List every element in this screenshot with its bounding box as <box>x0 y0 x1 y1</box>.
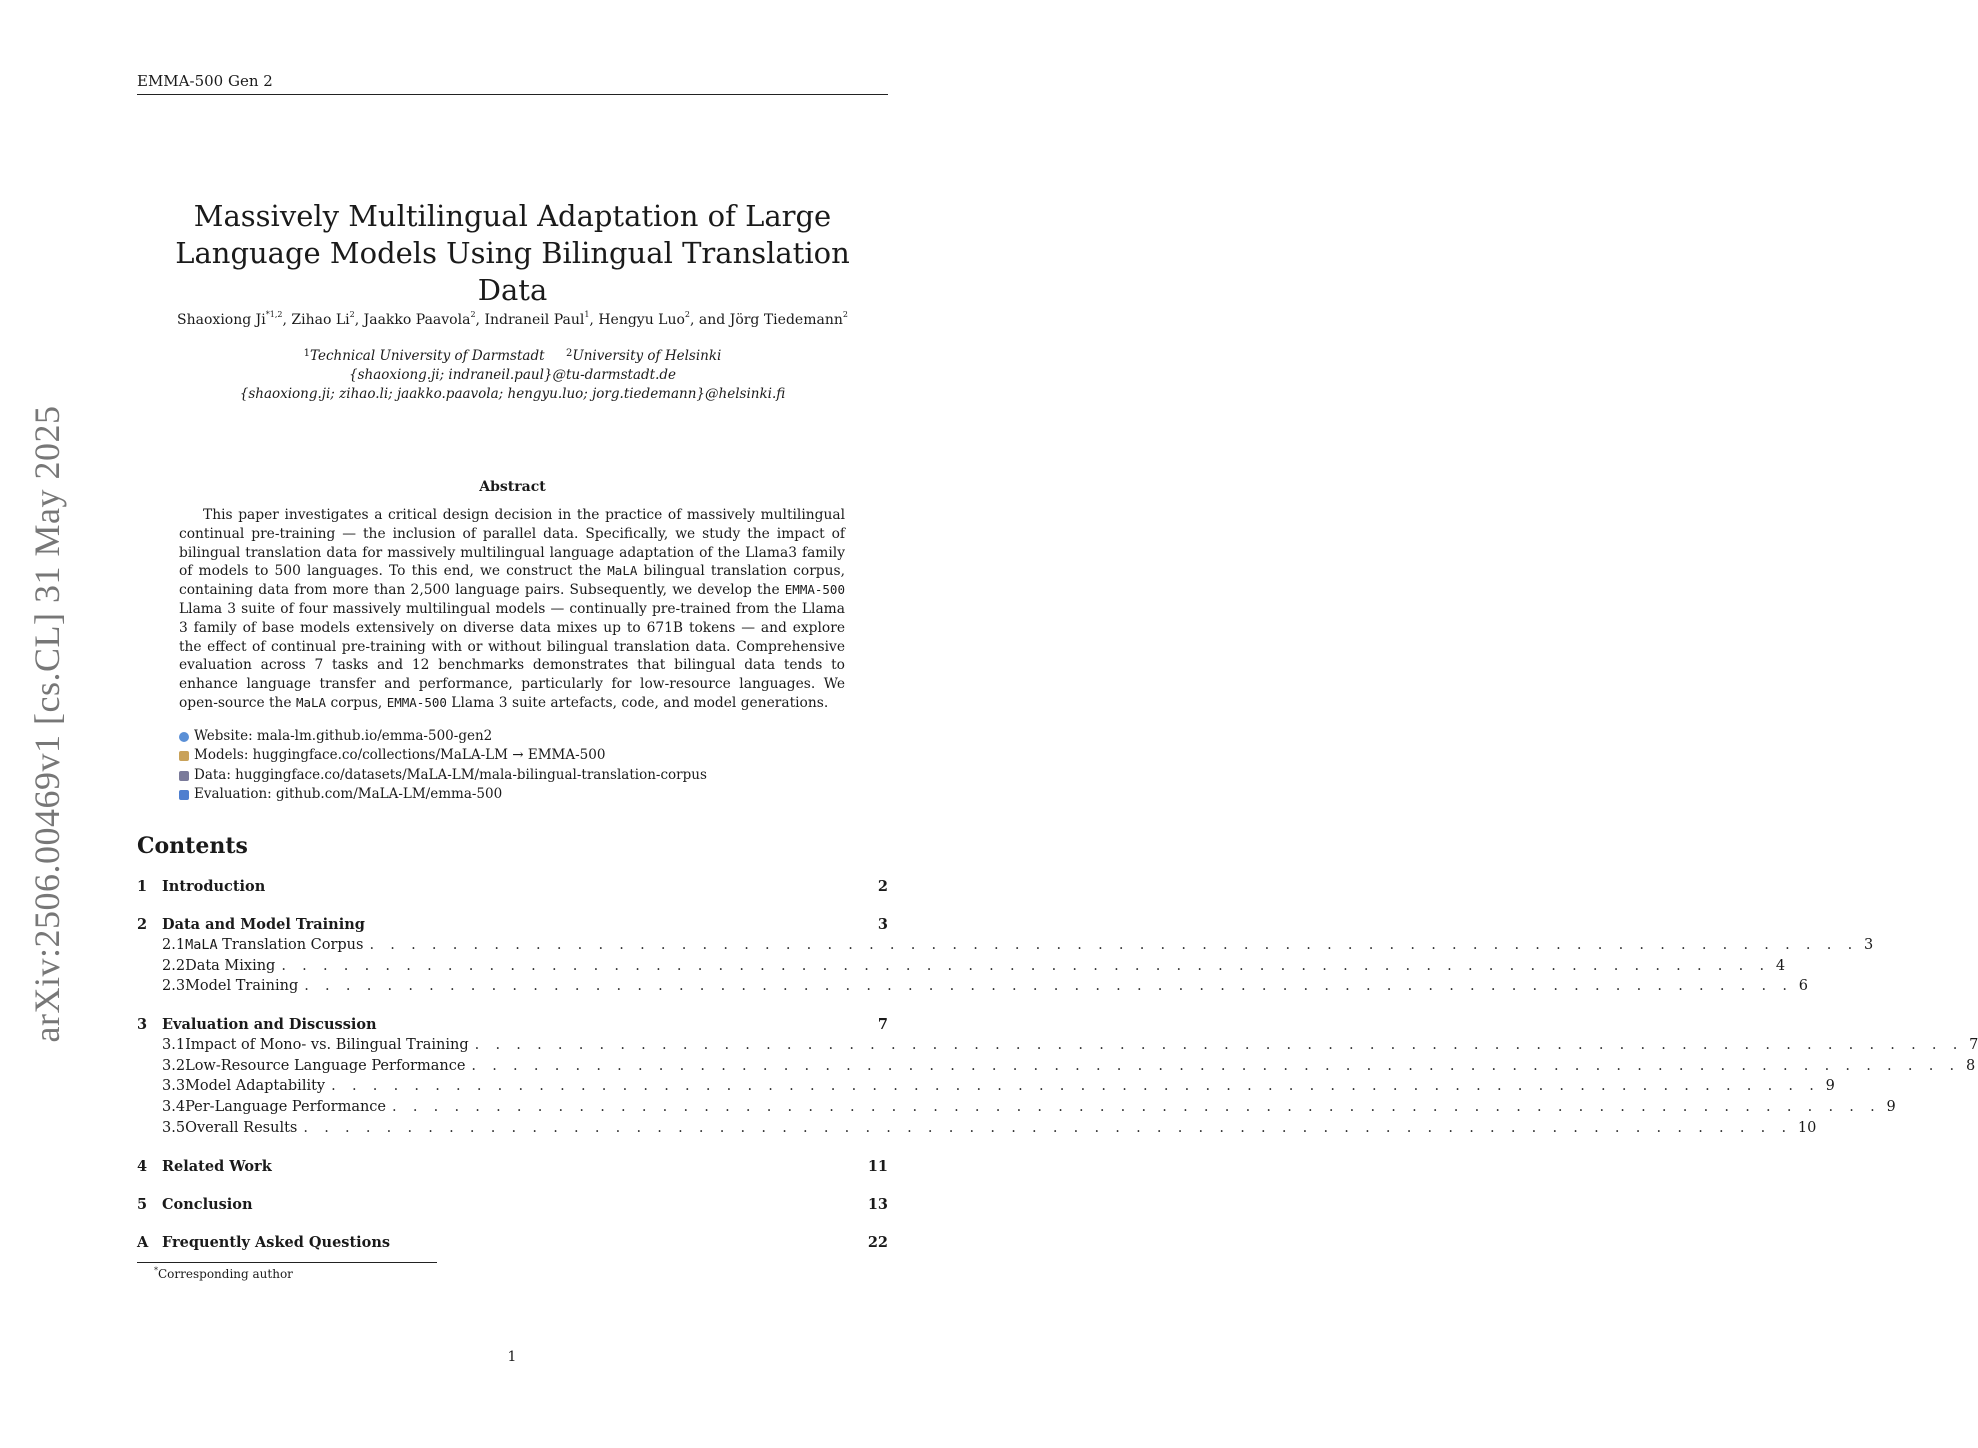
institutions: $^1$Technical University of Darmstadt $^2$University of Helsinki <box>303 348 722 364</box>
data-link[interactable]: Data: huggingface.co/datasets/MaLA-LM/mala-bilingual-translation-corpus <box>179 766 845 785</box>
author-list <box>137 310 888 328</box>
running-header <box>137 72 888 95</box>
author: Shaoxiong Ji$^{*1,2}$, <box>177 310 292 328</box>
toc-subsection[interactable]: 3.2 Low-Resource Language Performance . . . . . . . . . . . . . . . . . . . . . . . . . . . . . . . . . . . . . . . . . . . . . . . . . . . . . . . . . . . . . . . . . . . . . . . . 8 <box>162 1057 1976 1074</box>
toc-section[interactable]: 1 Introduction 2 <box>137 878 888 895</box>
model-icon <box>179 751 189 761</box>
author: Jörg Tiedemann$^2$ <box>729 310 848 328</box>
footnote: *Corresponding author <box>154 1266 293 1281</box>
toc-section[interactable]: 3 Evaluation and Discussion 7 <box>137 1016 888 1034</box>
website-link[interactable]: Website: mala-lm.github.io/emma-500-gen2 <box>179 727 845 746</box>
affiliation-2: University of Helsinki <box>572 348 722 364</box>
email-helsinki[interactable]: {shaoxiong.ji; zihao.li; jaakko.paavola; hengyu.luo; jorg.tiedemann}@helsinki.fi <box>239 386 786 402</box>
toc-section[interactable]: 5 Conclusion 13 <box>137 1195 888 1213</box>
floppy-icon <box>179 771 189 781</box>
toc-subsection[interactable]: 3.3 Model Adaptability . . . . . . . . . . . . . . . . . . . . . . . . . . . . . . . . . . . . . . . . . . . . . . . . . . . . . . . . . . . . . . . . . . . . . . . . 9 <box>162 1078 1835 1095</box>
toc-section[interactable]: A Frequently Asked Questions 22 <box>137 1233 888 1251</box>
contents-heading: Contents <box>137 833 248 859</box>
toc-section[interactable]: 4 Related Work 11 <box>137 1157 888 1175</box>
toc-subsection[interactable]: 3.1 Impact of Mono- vs. Bilingual Training . . . . . . . . . . . . . . . . . . . . . . . . . . . . . . . . . . . . . . . . . . . . . . . . . . . . . . . . . . . . . . . . . . . . . . . . 7 <box>162 1037 1978 1054</box>
author: Zihao Li$^2$, <box>291 310 364 328</box>
chart-icon <box>179 790 189 800</box>
affiliation-1: Technical University of Darmstadt <box>310 348 545 364</box>
toc-subsection[interactable]: 2.3 Model Training . . . . . . . . . . . . . . . . . . . . . . . . . . . . . . . . . . . . . . . . . . . . . . . . . . . . . . . . . . . . . . . . . . . . . . . . 6 <box>162 978 1808 995</box>
globe-icon <box>179 732 189 742</box>
evaluation-link[interactable]: Evaluation: github.com/MaLA-LM/emma-500 <box>179 785 845 804</box>
toc-subsection[interactable]: 3.4 Per-Language Performance . . . . . . . . . . . . . . . . . . . . . . . . . . . . . . . . . . . . . . . . . . . . . . . . . . . . . . . . . . . . . . . . . . . . . . . . 9 <box>162 1099 1896 1116</box>
paper-title: Massively Multilingual Adaptation of Large Language Models Using Bilingual Translation Data <box>175 199 850 307</box>
page-number: 1 <box>507 1349 517 1365</box>
author: Hengyu Luo$^2$, and <box>598 310 730 328</box>
affiliations <box>137 344 888 404</box>
running-title: EMMA-500 Gen 2 <box>137 72 273 90</box>
toc-section[interactable]: 2 Data and Model Training 3 <box>137 916 888 933</box>
footnote-rule <box>137 1262 437 1263</box>
arxiv-stamp: arXiv:2506.00469v1 [cs.CL] 31 May 2025 <box>27 405 67 1043</box>
toc-subsection[interactable]: 3.5 Overall Results . . . . . . . . . . . . . . . . . . . . . . . . . . . . . . . . . . . . . . . . . . . . . . . . . . . . . . . . . . . . . . . . . . . . . . . . 10 <box>162 1119 1817 1136</box>
toc-subsection[interactable]: 2.2 Data Mixing . . . . . . . . . . . . . . . . . . . . . . . . . . . . . . . . . . . . . . . . . . . . . . . . . . . . . . . . . . . . . . . . . . . . . . . . 4 <box>162 957 1786 974</box>
abstract-heading: Abstract <box>479 479 546 495</box>
resource-links <box>179 727 845 805</box>
abstract-text: This paper investigates a critical design decision in the practice of massively multilingual continual pre-training — the inclusion of parallel data. Specifically, we study the impact of bilingual translation data for massively multilingual language adaptation of the Llama3 family of models to 500 languages. To this end, we construct the MaLA bilingual translation corpus, containing data from more than 2,500 language pairs. Subsequently, we develop the EMMA-500 Llama 3 suite of four massively multilingual models — continually pre-trained from the Llama 3 family of base models extensively on diverse data mixes up to 671B tokens — and explore the effect of continual pre-training with or without bilingual translation data. Comprehensive evaluation across 7 tasks and 12 benchmarks demonstrates that bilingual data tends to enhance language transfer and performance, particularly for low-resource languages. We open-source the MaLA corpus, EMMA-500 Llama 3 suite artefacts, code, and model generations. <box>179 507 845 711</box>
toc-subsection[interactable]: 2.1 MaLA Translation Corpus . . . . . . . . . . . . . . . . . . . . . . . . . . . . . . . . . . . . . . . . . . . . . . . . . . . . . . . . . . . . . . . . . . . . . . . . 3 <box>162 937 1874 953</box>
author: Jaakko Paavola$^2$, <box>363 310 485 328</box>
author: Indraneil Paul$^1$, <box>484 310 599 328</box>
table-of-contents <box>137 876 1978 1253</box>
models-link[interactable]: Models: huggingface.co/collections/MaLA-LM → EMMA-500 <box>179 746 845 765</box>
email-darmstadt[interactable]: {shaoxiong.ji; indraneil.paul}@tu-darmstadt.de <box>349 367 676 383</box>
